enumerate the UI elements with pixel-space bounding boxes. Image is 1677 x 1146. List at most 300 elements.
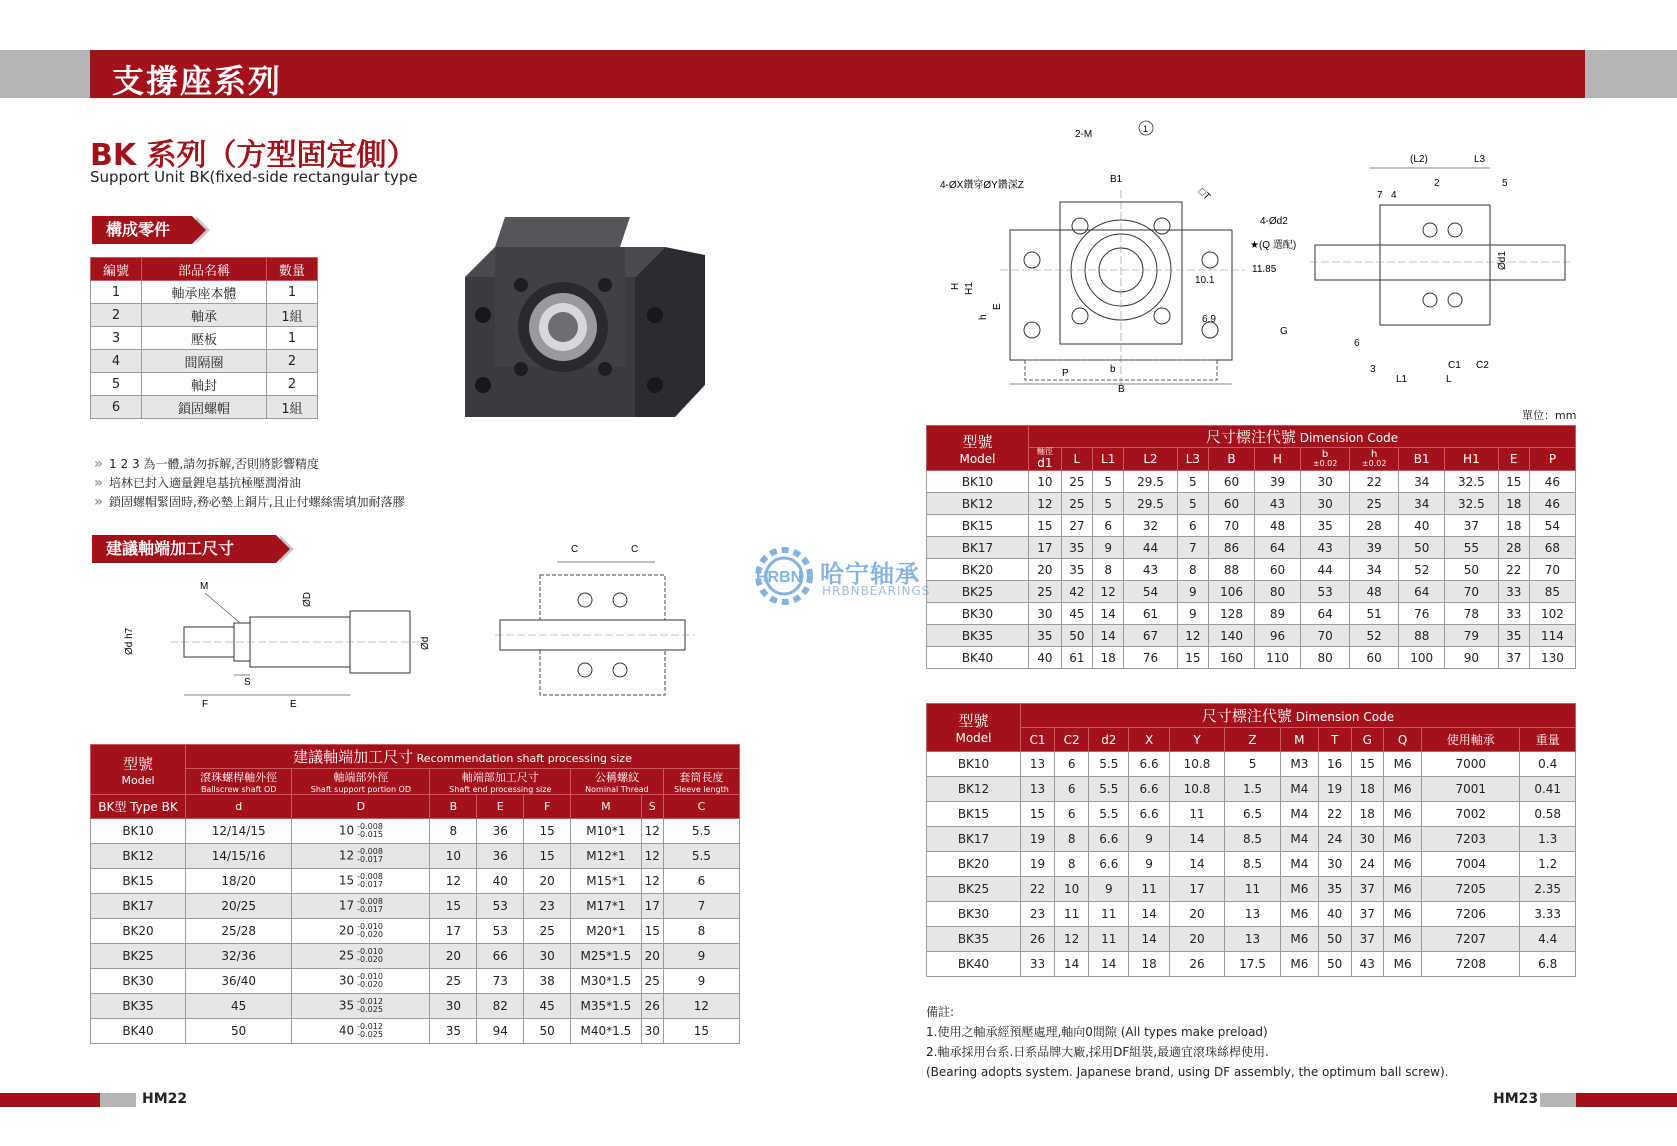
table-cell: 18 [1093, 647, 1124, 669]
nominal-value: 15 [338, 873, 355, 888]
table-cell: M6 [1384, 852, 1422, 877]
tolerance-upper: -0.008 [357, 847, 383, 856]
table-cell: 50 [1399, 537, 1445, 559]
table-cell: 5 [1093, 493, 1124, 515]
col-header: 使用軸承 [1422, 728, 1520, 752]
tolerance [357, 973, 383, 989]
table-cell: 9 [1129, 852, 1169, 877]
table-row [927, 777, 1576, 802]
table-cell: 27 [1061, 515, 1092, 537]
product-photo [455, 215, 710, 435]
table-cell: 40 [1318, 902, 1351, 927]
table-cell: 40 [477, 869, 524, 894]
note-item: » 培林已封入適量鋰皂基抗極壓潤滑油 [94, 474, 405, 493]
table-cell: 73 [477, 969, 524, 994]
table-cell: 6.5 [1225, 802, 1281, 827]
table-cell: 54 [1529, 515, 1575, 537]
nominal-value: 25 [338, 948, 355, 963]
table-cell: 39 [1350, 537, 1399, 559]
col-d1 [1029, 448, 1062, 471]
model-cell: BK20 [927, 852, 1021, 877]
table-cell: 0.58 [1520, 802, 1576, 827]
header-gray-right [1585, 50, 1677, 98]
footer-bar-left-red [0, 1093, 100, 1107]
table-cell: 24 [1318, 827, 1351, 852]
model-cell: BK30 [91, 969, 186, 994]
sub-head [292, 769, 430, 795]
col-header: C1 [1021, 728, 1055, 752]
table-cell: 12 [1029, 493, 1062, 515]
table-cell: 5 [1177, 471, 1208, 493]
watermark-brand: HRBN [756, 569, 803, 586]
tolerance [357, 823, 383, 839]
table-cell: 7 [663, 894, 739, 919]
table-cell: 2 [91, 304, 142, 327]
col-header-tol [1350, 448, 1399, 471]
table-cell: 64 [1255, 537, 1301, 559]
tolerance-lower: -0.017 [357, 880, 383, 889]
table-cell: 34 [1399, 471, 1445, 493]
parts-table [90, 257, 318, 419]
table-cell: 14 [1055, 952, 1089, 977]
table-cell: 15 [1498, 471, 1529, 493]
table-cell: 37 [1445, 515, 1498, 537]
table-cell: 35 [1318, 877, 1351, 902]
nominal-value: 17 [338, 898, 355, 913]
table-cell: 14 [1089, 952, 1129, 977]
model-cell: BK35 [927, 625, 1029, 647]
page-number-left: HM22 [142, 1091, 188, 1107]
label-c2s: C2 [1476, 360, 1489, 371]
table-cell-tolerance [292, 869, 430, 894]
table-row [927, 927, 1576, 952]
table-cell: 5 [91, 373, 142, 396]
table-cell: M6 [1280, 927, 1318, 952]
table-cell: 4.4 [1520, 927, 1576, 952]
table-cell: 20 [524, 869, 571, 894]
table-cell: 12/14/15 [186, 819, 292, 844]
table-cell: 9 [1089, 877, 1129, 902]
table-row [91, 969, 740, 994]
table-cell: 軸承座本體 [142, 281, 267, 304]
nominal-value: 20 [338, 923, 355, 938]
table-cell: 22 [1318, 802, 1351, 827]
table-cell: 9 [663, 969, 739, 994]
section-tag-parts: 構成零件 [92, 216, 192, 244]
label-t: □T [1195, 186, 1213, 203]
table-cell: 25 [1350, 493, 1399, 515]
table-cell: 30 [1351, 827, 1384, 852]
callout-2: 2 [1434, 178, 1440, 189]
col-header: L [1061, 448, 1092, 471]
table-cell: 35 [1061, 537, 1092, 559]
table-cell: 9 [1177, 581, 1208, 603]
header-gray-left [0, 50, 90, 98]
table-cell: 6 [1055, 802, 1089, 827]
table-cell: 70 [1209, 515, 1255, 537]
table-cell: 14 [1169, 827, 1225, 852]
model-cell: BK10 [91, 819, 186, 844]
shaft-drawing [110, 575, 450, 715]
col-header: Y [1169, 728, 1225, 752]
table-cell: 42 [1061, 581, 1092, 603]
main-drawing [940, 120, 1300, 400]
type-label: BK型 Type BK [91, 795, 186, 819]
model-cell: BK12 [927, 777, 1021, 802]
callout-1: 1 [1143, 124, 1149, 134]
tolerance-lower: -0.020 [357, 955, 383, 964]
table-cell: 30 [641, 1019, 663, 1044]
table-cell: 50 [524, 1019, 571, 1044]
model-cell: BK15 [91, 869, 186, 894]
sub-en: Ballscrew shaft OD [200, 785, 277, 794]
table-cell: 8 [1093, 559, 1124, 581]
table-cell: 160 [1209, 647, 1255, 669]
model-cell: BK15 [927, 802, 1021, 827]
nominal-value: 40 [338, 1023, 355, 1038]
table-cell: 70 [1445, 581, 1498, 603]
footer-bar-left-gray [100, 1093, 136, 1107]
table-row [927, 752, 1576, 777]
table-cell: 7002 [1422, 802, 1520, 827]
table-cell: 45 [524, 994, 571, 1019]
col-header: T [1318, 728, 1351, 752]
label-c2: C [631, 544, 639, 555]
table-cell: M6 [1384, 777, 1422, 802]
table-row [91, 819, 740, 844]
table-cell: 30 [1301, 471, 1350, 493]
col-header: B1 [1399, 448, 1445, 471]
tolerance-lower: -0.025 [357, 1005, 383, 1014]
table-cell: M6 [1384, 927, 1422, 952]
tolerance-upper: -0.008 [357, 897, 383, 906]
table-cell: 12 [641, 869, 663, 894]
tolerance-upper: -0.010 [357, 922, 383, 931]
group-title-en: Recommendation shaft processing size [416, 752, 632, 765]
table-cell: 53 [477, 919, 524, 944]
table-cell: 14 [1129, 927, 1169, 952]
label-1185: 11.85 [1252, 264, 1277, 275]
table-cell: 25 [641, 969, 663, 994]
table-cell: 20 [430, 944, 477, 969]
model-cell: BK20 [91, 919, 186, 944]
label-101: 10.1 [1195, 275, 1215, 286]
nominal-value: 12 [338, 848, 355, 863]
table-cell: 13 [1225, 927, 1281, 952]
table-cell: 26 [1021, 927, 1055, 952]
table-cell-tolerance [292, 969, 430, 994]
remarks-line: 1.使用之軸承經預壓處理,軸向0間隙 (All types make preload) [926, 1025, 1268, 1039]
model-cell: BK12 [91, 844, 186, 869]
model-cell: BK15 [927, 515, 1029, 537]
col-header: S [641, 795, 663, 819]
page-number-right: HM23 [1493, 1091, 1539, 1107]
tolerance-upper: -0.010 [357, 972, 383, 981]
table-cell: M30*1.5 [571, 969, 642, 994]
table-cell: 38 [524, 969, 571, 994]
tolerance [357, 923, 383, 939]
table-cell: 35 [1498, 625, 1529, 647]
table-cell: 17 [1169, 877, 1225, 902]
col-header: 重量 [1520, 728, 1576, 752]
table-cell: 10 [1029, 471, 1062, 493]
table-row [927, 559, 1576, 581]
table-cell: 12 [1055, 927, 1089, 952]
tolerance-lower: -0.025 [357, 1030, 383, 1039]
table-cell: 7004 [1422, 852, 1520, 877]
table-cell: 22 [1350, 471, 1399, 493]
table-cell: 5.5 [663, 844, 739, 869]
table-cell: 6.6 [1129, 777, 1169, 802]
table-cell: 11 [1169, 802, 1225, 827]
table-row [927, 603, 1576, 625]
table-cell: 88 [1209, 559, 1255, 581]
table-cell: 9 [1093, 537, 1124, 559]
table-row [91, 844, 740, 869]
table-cell: 7207 [1422, 927, 1520, 952]
table-cell: 6 [663, 869, 739, 894]
table-cell: M35*1.5 [571, 994, 642, 1019]
table-cell: 8 [430, 819, 477, 844]
table-cell: 18 [1498, 493, 1529, 515]
table-cell: 7 [1177, 537, 1208, 559]
label-dh7: Ød h7 [124, 627, 135, 655]
tolerance-lower: -0.020 [357, 980, 383, 989]
sub-zh: 套筒長度 [679, 771, 724, 784]
tolerance-lower: -0.017 [357, 855, 383, 864]
table-cell: 11 [1055, 902, 1089, 927]
table-cell: 1組 [266, 304, 317, 327]
model-cell: BK10 [927, 471, 1029, 493]
table-cell: 102 [1529, 603, 1575, 625]
label-hh: h [978, 314, 989, 320]
table-cell: 43 [1351, 952, 1384, 977]
col-header-tol-value: ±0.02 [1312, 459, 1338, 468]
gear-icon [748, 540, 820, 612]
series-title: BK 系列（方型固定側） [90, 138, 417, 173]
model-cell: BK25 [927, 581, 1029, 603]
label-l3: L3 [1474, 154, 1486, 165]
table-cell-tolerance [292, 994, 430, 1019]
table-row [927, 827, 1576, 852]
table-row [927, 852, 1576, 877]
label-d2: 4-Ød2 [1260, 216, 1288, 227]
table-cell: 30 [1301, 493, 1350, 515]
table-cell: M6 [1384, 902, 1422, 927]
table-cell: 15 [663, 1019, 739, 1044]
table-cell: 17 [641, 894, 663, 919]
table-row [927, 537, 1576, 559]
table-cell: 43 [1255, 493, 1301, 515]
table-cell: 8 [663, 919, 739, 944]
callout-7: 7 [1377, 190, 1383, 201]
table-cell: 軸封 [142, 373, 267, 396]
table-cell: 37 [1351, 927, 1384, 952]
table-cell: 43 [1301, 537, 1350, 559]
table-cell: 5 [1177, 493, 1208, 515]
label-h: H [950, 282, 961, 290]
remarks-line: 2.軸承採用台系.日系品牌大廠,採用DF組裝,最適宜滾珠絲桿使用. [926, 1045, 1269, 1059]
table-cell: 10.8 [1169, 777, 1225, 802]
table-cell: 32 [1124, 515, 1177, 537]
sub-en: Nominal Thread [585, 785, 649, 794]
footer-bar-right-red [1576, 1093, 1677, 1107]
table-cell: 11 [1089, 927, 1129, 952]
table-cell: 11 [1089, 902, 1129, 927]
table-cell: 70 [1529, 559, 1575, 581]
col-model [927, 704, 1021, 752]
table-cell: 100 [1399, 647, 1445, 669]
table-cell: 46 [1529, 493, 1575, 515]
nominal-value: 35 [338, 998, 355, 1013]
table-cell: 60 [1255, 559, 1301, 581]
table-cell: 9 [1129, 827, 1169, 852]
table-cell: 7203 [1422, 827, 1520, 852]
table-cell: 5.5 [1089, 802, 1129, 827]
table-cell: 30 [524, 944, 571, 969]
table-cell: 12 [641, 819, 663, 844]
table-cell: 0.41 [1520, 777, 1576, 802]
table-cell: 30 [1318, 852, 1351, 877]
table-cell: 45 [186, 994, 292, 1019]
footer-bar-right-gray [1540, 1093, 1576, 1107]
table-cell: 9 [1177, 603, 1208, 625]
table-cell: 10 [1055, 877, 1089, 902]
label-l1: L1 [1396, 374, 1408, 385]
label-s: S [244, 677, 251, 688]
tolerance-upper: -0.012 [357, 1022, 383, 1031]
group-title-en: Dimension Code [1299, 431, 1399, 445]
table-cell: 30 [430, 994, 477, 1019]
table-cell: 85 [1529, 581, 1575, 603]
table-cell: 鎖固螺帽 [142, 396, 267, 419]
table-cell: 8 [1177, 559, 1208, 581]
table-cell: 19 [1318, 777, 1351, 802]
table-cell: 26 [1169, 952, 1225, 977]
table-cell: 53 [1301, 581, 1350, 603]
table-cell: M20*1 [571, 919, 642, 944]
table-cell: 60 [1209, 471, 1255, 493]
table-cell: 28 [1498, 537, 1529, 559]
table-cell: 50 [186, 1019, 292, 1044]
table-cell: 48 [1255, 515, 1301, 537]
table-cell: M6 [1280, 952, 1318, 977]
table-cell: 30 [1029, 603, 1062, 625]
table-cell: M4 [1280, 802, 1318, 827]
table-cell: 8 [1055, 827, 1089, 852]
table-cell: 51 [1350, 603, 1399, 625]
nominal-value: 10 [338, 823, 355, 838]
col-header: G [1351, 728, 1384, 752]
table-cell: 12 [1093, 581, 1124, 603]
table-cell: M6 [1280, 877, 1318, 902]
table-cell: 50 [1445, 559, 1498, 581]
table-cell: 18 [1351, 802, 1384, 827]
table-cell: 15 [1029, 515, 1062, 537]
table-cell: 25 [1029, 581, 1062, 603]
table-cell: M4 [1280, 852, 1318, 877]
table-cell: 6 [1177, 515, 1208, 537]
model-label-en: Model [955, 731, 992, 745]
table-cell: 17.5 [1225, 952, 1281, 977]
parts-col-no: 編號 [91, 258, 142, 281]
table-cell: 0.4 [1520, 752, 1576, 777]
notes-list [94, 455, 405, 512]
label-dd: Ød [420, 636, 431, 650]
table-cell: 11 [1225, 877, 1281, 902]
table-cell: 2.35 [1520, 877, 1576, 902]
table-cell: 24 [1351, 852, 1384, 877]
table-cell: 60 [1209, 493, 1255, 515]
table-row [91, 894, 740, 919]
table-cell: M6 [1384, 877, 1422, 902]
tolerance [357, 898, 383, 914]
watermark-sub: HRBNBEARINGS [822, 584, 931, 598]
table-cell: 50 [1061, 625, 1092, 647]
col-header: L1 [1093, 448, 1124, 471]
table-cell: 40 [1029, 647, 1062, 669]
table-row [927, 625, 1576, 647]
table-cell: 19 [1021, 827, 1055, 852]
dimension-table-2 [926, 703, 1576, 977]
table-cell: 15 [1351, 752, 1384, 777]
sub-zh: 軸端部外徑 [333, 771, 389, 784]
watermark-text: 哈宁轴承 [820, 560, 920, 588]
label-l2: (L2) [1410, 154, 1428, 165]
table-cell: 1組 [266, 396, 317, 419]
table-cell-tolerance [292, 1019, 430, 1044]
model-cell: BK12 [927, 493, 1029, 515]
sub-zh: 公稱螺紋 [594, 771, 639, 784]
model-label: 型號 [122, 754, 153, 773]
label-b: b [1110, 364, 1116, 375]
table-cell: 26 [641, 994, 663, 1019]
table-cell: 34 [1399, 493, 1445, 515]
model-cell: BK25 [927, 877, 1021, 902]
table-cell: 110 [1255, 647, 1301, 669]
label-e: E [290, 699, 297, 710]
label-c1s: C1 [1448, 360, 1461, 371]
table-cell: 89 [1255, 603, 1301, 625]
col-group [186, 745, 740, 769]
model-cell: BK30 [927, 902, 1021, 927]
table-cell: 23 [524, 894, 571, 919]
table-cell: M15*1 [571, 869, 642, 894]
table-cell: 6 [1093, 515, 1124, 537]
table-cell: 35 [1029, 625, 1062, 647]
table-cell: M6 [1280, 902, 1318, 927]
table-cell: 76 [1124, 647, 1177, 669]
table-cell: 6.6 [1129, 752, 1169, 777]
table-cell: M6 [1384, 827, 1422, 852]
dimension-table-1 [926, 425, 1576, 669]
label-p: P [1062, 368, 1069, 379]
table-row [91, 396, 318, 419]
table-cell: 1.2 [1520, 852, 1576, 877]
model-label-en: Model [959, 451, 996, 466]
group-title: 建議軸端加工尺寸 [293, 748, 414, 766]
table-cell: 7206 [1422, 902, 1520, 927]
table-cell: 6 [1055, 777, 1089, 802]
callout-4: 4 [1391, 190, 1397, 201]
table-cell-tolerance [292, 919, 430, 944]
table-cell: 10 [430, 844, 477, 869]
table-cell: 13 [1021, 777, 1055, 802]
table-cell: 20 [1169, 927, 1225, 952]
tolerance [357, 848, 383, 864]
table-cell: 14/15/16 [186, 844, 292, 869]
table-cell: 128 [1209, 603, 1255, 625]
